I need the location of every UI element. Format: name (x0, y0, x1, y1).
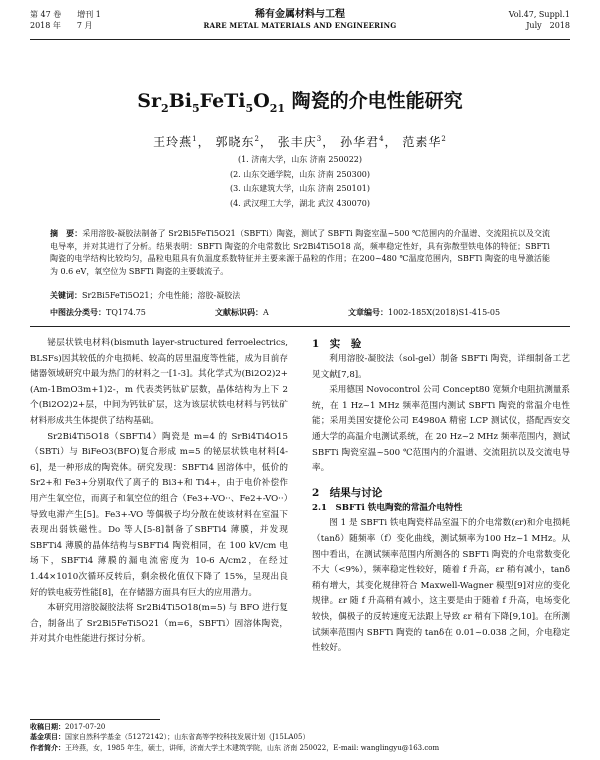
paper-title (30, 86, 570, 115)
intro-paragraph: 铋层状铁电材料(bismuth layer-structured ferroelectrics, BLSFs)因其较低的介电损耗、较高的居里温度等性能，成为目前存储器领域研究中最为热门的材料之一[1-3]。其化学式为(Bi2O2)2+(Am-1BmO3m+1)2-，m 代表类钙钛矿层数，晶体结构为上下 2 个(Bi2O2)2+层，中间为钙钛矿层，这为该层状铁电材料与钙钛矿材料形成共生体提供了结构基础。 (30, 338, 288, 426)
spacer (312, 477, 570, 485)
header-journal (30, 9, 570, 31)
intro-paragraph: 本研究用溶胶凝胶法将 Sr2Bi4Ti5O18(m=5) 与 BFO 进行复合，制备出了 Sr2Bi5FeTi5O21（m=6，SBFTi）固溶体陶瓷，并对其介电性能进行探讨分析。 (30, 603, 288, 645)
body-paragraph: 利用溶胶-凝胶法（sol-gel）制备 SBFTi 陶瓷，详细制备工艺见文献[7,8]。 (312, 354, 570, 380)
intro-paragraph: Sr2Bi4Ti5O18（SBFTi4）陶瓷是 m=4 的 SrBi4Ti4O15（SBTi）与 BiFeO3(BFO)复合形成 m=5 的铋层状铁电材料[4-6]，是一种形成的陶瓷体。研究发现：SBFTi4 固溶体中，低价的 Sr2+和 Fe3+分别取代了离子的 Bi3+和 Ti4+，由于电价补偿作用产生氧空位，而离子和氧空位的组合（Fe3+-VO··、Fe2+-VO··）导致电滞产生[5]。Fe3+-VO 等偶极子均分散在使该材料在室温下表现出弱铁磁性。Do 等人[5-8]制备了SBFTi4 薄膜，并发现 SBFTi4 薄膜的晶体结构与SBFTi4 陶瓷相同，在 100 kV/cm 电场下，SBFTi4 薄膜的漏电流密度为 10-6 A/cm2，在经过 1.44×1010次循环反转后，剩余极化值仅下降了 15%，呈现出良好的铁电疲劳性能[8]，在存储器方面具有巨大的应用潜力。 (30, 431, 288, 598)
affiliation: (3. 山东建筑大学，山东 济南 250101) (229, 184, 371, 193)
footnote (30, 722, 570, 753)
title-sub: 2 (161, 101, 169, 115)
header-volume-line: 第 47 卷 增刊 1 (30, 10, 101, 19)
affiliation: (2. 山东交通学院，山东 济南 250300) (229, 169, 371, 179)
header-date-en-line: July 2018 (526, 21, 570, 30)
author-affil-mark: 4 (379, 135, 385, 143)
title-sub: 21 (269, 101, 286, 115)
header-volume-en (509, 9, 570, 31)
received-label: 收稿日期： (30, 722, 65, 731)
article-id-group (348, 307, 500, 318)
affiliation: (4. 武汉理工大学，湖北 武汉 430070) (229, 198, 371, 208)
article-id: 1002-185X(2018)S1-415-05 (388, 308, 501, 317)
author-name: 郭晓东 (215, 135, 255, 149)
affiliation-list (30, 153, 570, 211)
doc-code: A (263, 308, 269, 317)
keywords-text: Sr2Bi5FeTi5O21；介电性能；溶胶-凝胶法 (82, 291, 241, 300)
bio-label: 作者简介： (30, 742, 65, 752)
title-part: O (253, 90, 270, 112)
running-header (30, 6, 570, 36)
author-name: 王玲燕 (153, 135, 193, 149)
author-name: 范素华 (402, 135, 442, 149)
author-name: 张丰庆 (277, 135, 317, 149)
abstract-label: 摘 要： (50, 228, 83, 238)
section-heading-experiment: 1 实 验 (312, 338, 362, 350)
title-sub: 5 (245, 101, 254, 115)
fund-text: 国家自然科学基金（51272142）；山东省高等学校科技发展计划（J15LA05） (65, 733, 310, 742)
body-right-column (312, 336, 570, 657)
author-affil-mark: 1 (192, 135, 198, 143)
doc-code-group (215, 307, 269, 318)
keywords (50, 290, 550, 301)
abstract-rule (30, 326, 570, 327)
clc-number: TQ174.75 (106, 308, 146, 317)
journal-name-en: RARE METAL MATERIALS AND ENGINEERING (203, 21, 397, 30)
journal-name-cn: 稀有金属材料与工程 (255, 9, 345, 20)
author-affil-mark: 2 (441, 135, 447, 143)
abstract (50, 227, 550, 278)
clc-group (50, 307, 146, 318)
title-part: Bi (168, 90, 192, 112)
clc-label: 中图法分类号： (50, 307, 106, 317)
fund-label: 基金项目： (30, 732, 65, 742)
footnote-fund (30, 732, 570, 742)
header-date-line: 2018 年 7 月 (30, 21, 93, 30)
section-heading-results: 2 结果与讨论 (312, 486, 383, 499)
bio-text: 王玲燕，女，1985 年生，硕士，讲师，济南大学土木建筑学院，山东 济南 250022，E-mail: wanglingyu@163.com (65, 743, 440, 752)
abstract-text: 采用溶胶-凝胶法制备了 Sr2Bi5FeTi5O21（SBFTi）陶瓷，测试了 SBFTi 陶瓷室温~500 ℃范围内的介温谱、交流阻抗以及交流电导率，并对其进行了分析。结果表明：SBFTi 陶瓷的介电常数比 Sr2Bi4Ti5O18 高，频率稳定性好，具有弥散型铁电体的特征；SBFTi 陶瓷的电学结构比较均匀，晶粒电阻具有负温度系数特征并主要来源于晶粒的作用；在200~480 ℃温度范围内，SBFTi 陶瓷的电导激活能为 0.6 eV，氧空位为 SBFTi 陶瓷的主要载流子。 (50, 229, 551, 276)
body-paragraph: 图 1 是 SBFTi 铁电陶瓷样品室温下的介电常数(εr)和介电损耗（tanδ）随频率（f）变化曲线，测试频率为100 Hz~1 MHz。从图中看出，在测试频率范围内所测各的 SBFTi 陶瓷的介电常数变化不大（<9%），频率稳定性较好，随着 f 升高，εr 稍有减小，tanδ 稍有增大，其变化规律符合 Maxwell-Wagner 模型[9]对应的变化规律。εr 随 f 升高稍有减小，这主要是由于随着 f 升高，电场变化较快，偶极子的反转速度无法跟上导致 εr 稍有下降[9,10]。在所测试频率范围内 SBFTi 陶瓷的 tanδ在 0.01~0.038 之间，介电稳定性较好。 (312, 518, 570, 654)
received-date: 2017-07-20 (65, 723, 106, 731)
footnote-rule (30, 719, 160, 720)
author-affil-mark: 2 (254, 135, 260, 143)
header-rule (30, 39, 570, 40)
footnote-bio (30, 743, 570, 753)
title-part: FeTi (199, 90, 246, 112)
title-sub: 5 (191, 101, 200, 115)
title-part: 陶瓷的介电性能研究 (285, 90, 463, 112)
author-affil-mark: 3 (316, 135, 323, 143)
affiliation: (1. 济南大学，山东 济南 250022) (237, 155, 363, 164)
article-id-label: 文章编号： (348, 307, 388, 317)
author-list: 王玲燕$^1$， 郭晓东$^2$， 张丰庆$^3$， 孙华君$^4$， 范素华$^2$ (153, 135, 447, 149)
body-left-column (30, 336, 288, 648)
author-name: 孙华君 (340, 135, 380, 149)
header-vol-en-line: Vol.47, Suppl.1 (508, 10, 570, 19)
title-part: Sr (137, 90, 162, 112)
keywords-label: 关键词： (50, 290, 82, 300)
body-paragraph: 采用德国 Novocontrol 公司 Concept80 宽频介电阻抗测量系统，在 1 Hz~1 MHz 频率范围内测试 SBFTi 陶瓷的常温介电性能；采用美国安捷伦公司 E4980A 精密 LCP 测试仪，搭配西安交通大学的高温介电测试系统，在 20 Hz~2 MHz 频率范围内，测试 SBFTi 陶瓷室温~500 ℃范围内的介温谱、交流阻抗以及交流电导率。 (312, 385, 570, 474)
doc-code-label: 文献标识码： (215, 307, 263, 317)
subsection-heading: 2.1 SBFTi 铁电陶瓷的常温介电特性 (312, 502, 463, 513)
footnote-received (30, 722, 570, 732)
